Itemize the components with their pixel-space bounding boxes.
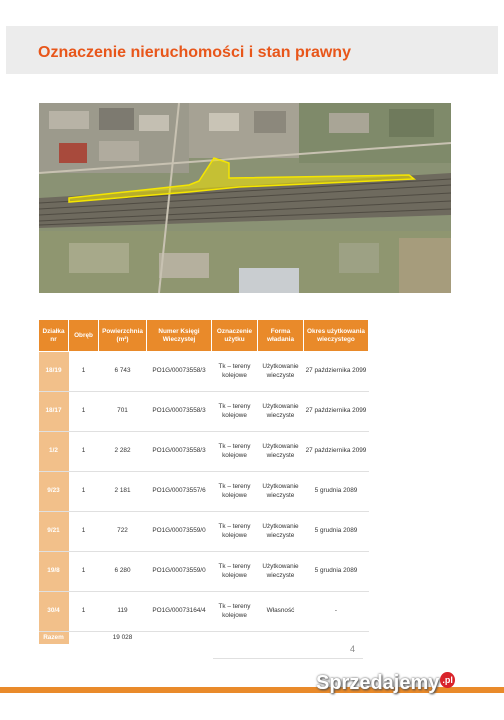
land-use: Tk – tereny kolejowe [212,552,258,592]
aerial-map-photo [39,103,451,293]
table-row [39,512,369,552]
lease-period: 27 października 2099 [304,432,369,472]
table-row [39,432,369,472]
total-row [39,632,369,645]
area: 701 [99,392,147,432]
lease-period: 27 października 2099 [304,352,369,392]
area: 2 181 [99,472,147,512]
lease-period: 27 października 2099 [304,392,369,432]
land-register: PO1G/00073557/6 [147,472,212,512]
land-use: Tk – tereny kolejowe [212,352,258,392]
parcel-number: 9/23 [39,472,69,512]
land-register: PO1G/00073559/0 [147,552,212,592]
lease-period: 5 grudnia 2089 [304,512,369,552]
land-use: Tk – tereny kolejowe [212,432,258,472]
table-row [39,592,369,632]
page-title: Oznaczenie nieruchomości i stan prawny [38,44,351,61]
land-use: Tk – tereny kolejowe [212,512,258,552]
total-spacer [258,632,304,645]
total-area: 19 028 [112,633,133,641]
parcel-number: 30/4 [39,592,69,632]
precinct: 1 [69,472,99,512]
ownership-form: Użytkowanie wieczyste [258,472,304,512]
land-register: PO1G/00073558/3 [147,352,212,392]
land-register: PO1G/00073558/3 [147,392,212,432]
area: 6 280 [99,552,147,592]
ownership-form: Użytkowanie wieczyste [258,552,304,592]
page-number: 4 [350,644,356,654]
area: 722 [99,512,147,552]
land-use: Tk – tereny kolejowe [212,392,258,432]
total-spacer [212,632,258,645]
land-register: PO1G/00073164/4 [147,592,212,632]
table-row [39,472,369,512]
total-spacer [69,632,99,645]
table-header-row [39,320,369,352]
parcel-number: 1/2 [39,432,69,472]
precinct: 1 [69,552,99,592]
area: 119 [99,592,147,632]
precinct: 1 [69,392,99,432]
total-spacer [147,632,212,645]
ownership-form: Użytkowanie wieczyste [258,392,304,432]
land-register: PO1G/00073558/3 [147,432,212,472]
parcel-number: 18/19 [39,352,69,392]
total-spacer [304,632,369,645]
table-row [39,392,369,432]
header-parcel-number: Działka nr [39,320,69,352]
table-row [39,552,369,592]
lease-period: 5 grudnia 2089 [304,552,369,592]
header-ownership-form: Forma władania [258,320,304,352]
header-land-register: Numer Księgi Wieczystej [147,320,212,352]
table-row [39,352,369,392]
lease-period: - [304,592,369,632]
precinct: 1 [69,432,99,472]
area: 2 282 [99,432,147,472]
land-use: Tk – tereny kolejowe [212,472,258,512]
precinct: 1 [69,592,99,632]
ownership-form: Użytkowanie wieczyste [258,352,304,392]
land-register: PO1G/00073559/0 [147,512,212,552]
precinct: 1 [69,352,99,392]
parcel-number: 19/8 [39,552,69,592]
parcels-table [38,319,369,644]
parcel-number: 18/17 [39,392,69,432]
watermark-tld: .pl [440,672,455,688]
area: 6 743 [99,352,147,392]
total-label: Razem [39,632,69,645]
precinct: 1 [69,512,99,552]
header-area: Powierzchnia (m²) [99,320,147,352]
header-precinct: Obręb [69,320,99,352]
header-land-use: Oznaczenie użytku [212,320,258,352]
ownership-form: Użytkowanie wieczyste [258,512,304,552]
header-lease-period: Okres użytkowania wieczystego [304,320,369,352]
ownership-form: Użytkowanie wieczyste [258,432,304,472]
parcel-number: 9/21 [39,512,69,552]
ownership-form: Własność [258,592,304,632]
lease-period: 5 grudnia 2089 [304,472,369,512]
watermark-logo [316,672,455,695]
land-use: Tk – tereny kolejowe [212,592,258,632]
footer-rule [213,658,363,659]
watermark-text: Sprzedajemy [316,672,440,694]
